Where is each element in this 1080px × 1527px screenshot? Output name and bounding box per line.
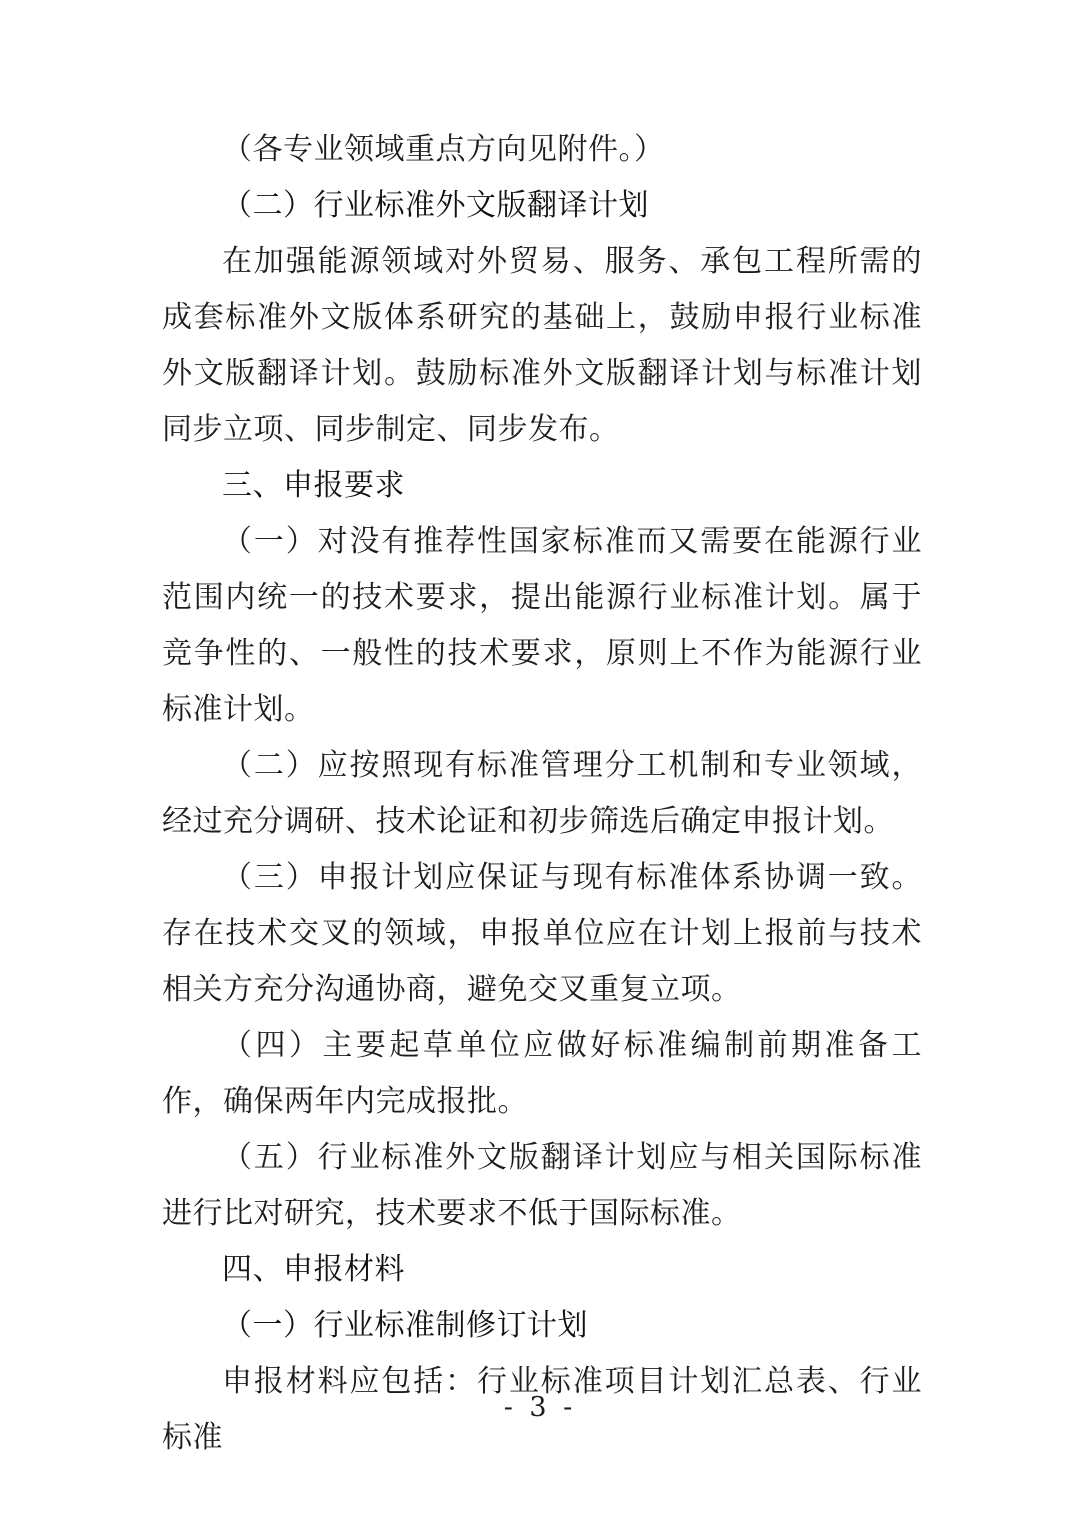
paragraph-requirement-2: （二）应按照现有标准管理分工机制和专业领域，经过充分调研、技术论证和初步筛选后确定申报计划。: [162, 748, 922, 839]
paragraph-requirement-1: （一）对没有推荐性国家标准而又需要在能源行业范围内统一的技术要求，提出能源行业标准计划。属于竞争性的、一般性的技术要求，原则上不作为能源行业标准计划。: [162, 524, 922, 727]
paragraph-requirement-3: （三）申报计划应保证与现有标准体系协调一致。存在技术交叉的领域，申报单位应在计划上报前与技术相关方充分沟通协商，避免交叉重复立项。: [162, 860, 922, 1007]
paragraph-attachment-note: （各专业领域重点方向见附件。）: [222, 132, 665, 167]
heading-section-4-application-materials: 四、申报材料: [222, 1252, 405, 1287]
heading-section-3-application-requirements: 三、申报要求: [222, 468, 405, 503]
heading-foreign-language-translation-plan: （二）行业标准外文版翻译计划: [222, 188, 649, 223]
page-number: - 3 -: [503, 1392, 577, 1423]
paragraph-materials-should-include: 申报材料应包括：行业标准项目计划汇总表、行业标准: [162, 1364, 922, 1455]
paragraph-requirement-5: （五）行业标准外文版翻译计划应与相关国际标准进行比对研究，技术要求不低于国际标准。: [162, 1140, 922, 1231]
document-body: [162, 122, 922, 1466]
paragraph-requirement-4: （四）主要起草单位应做好标准编制前期准备工作，确保两年内完成报批。: [162, 1028, 922, 1119]
page-footer: [0, 1392, 1080, 1423]
heading-standard-revision-plan: （一）行业标准制修订计划: [222, 1308, 588, 1343]
paragraph-translation-plan-description: 在加强能源领域对外贸易、服务、承包工程所需的成套标准外文版体系研究的基础上，鼓励申报行业标准外文版翻译计划。鼓励标准外文版翻译计划与标准计划同步立项、同步制定、同步发布。: [162, 244, 922, 447]
